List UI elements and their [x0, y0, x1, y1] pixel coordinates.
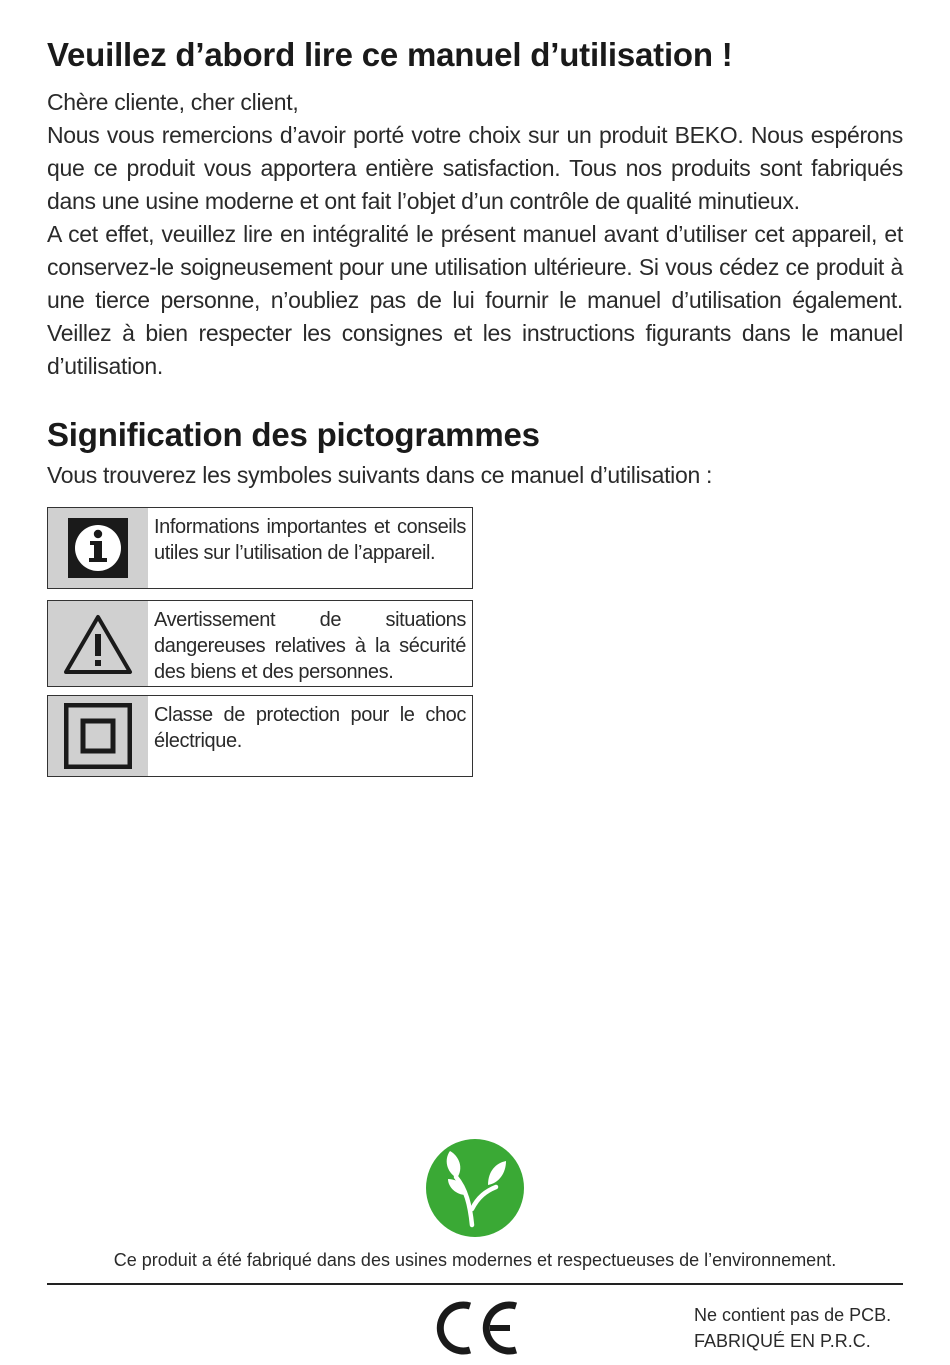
pictogram-text-info: Informations importantes et conseils utiles sur l’utilisation de l’appareil.	[154, 516, 466, 564]
pictogram-row-info	[47, 507, 473, 589]
pictogram-row-insulation	[47, 695, 473, 777]
compliance-notes	[694, 1302, 891, 1354]
eco-leaf-icon	[426, 1139, 524, 1242]
pictogram-text-warning: Avertissement de situations dangereuses relatives à la sécurité des biens et des personnes.	[154, 609, 466, 683]
greeting: Chère cliente, cher client,	[47, 89, 299, 115]
pictograms-title: Signification des pictogrammes	[47, 416, 540, 453]
pictogram-row-warning	[47, 600, 473, 687]
warning-triangle-icon	[48, 601, 148, 686]
intro-paragraph-1: Nous vous remercions d’avoir porté votre choix sur un produit BEKO. Nous espérons que ce produit vous apportera entière satisfaction. Tous nos produits sont fabriqués dans une usine moderne et ont fait l’objet d’un contrôle de qualité minutieux.	[47, 122, 903, 214]
intro-paragraph-2: A cet effet, veuillez lire en intégralité le présent manuel avant d’utiliser cet appareil, et conservez-le soigneusement pour une utilisation ultérieure. Si vous cédez ce produit à une tierce personne, n’oubliez pas de lui fournir le manuel d’utilisation également. Veillez à bien respecter les consignes et les instructions figurants dans le manuel d’utilisation.	[47, 221, 903, 379]
double-insulation-icon	[48, 696, 148, 776]
ce-mark-icon	[432, 1296, 522, 1365]
info-icon	[48, 508, 148, 588]
pictograms-lead: Vous trouverez les symboles suivants dans ce manuel d’utilisation :	[47, 462, 713, 488]
divider	[47, 1283, 903, 1285]
eco-note: Ce produit a été fabriqué dans des usines modernes et respectueuses de l’environnement.	[113, 1250, 837, 1270]
intro-text	[47, 86, 903, 383]
origin-note: FABRIQUÉ EN P.R.C.	[694, 1331, 871, 1351]
pictogram-text-insulation: Classe de protection pour le choc électrique.	[154, 704, 466, 752]
pcb-note: Ne contient pas de PCB.	[694, 1305, 892, 1325]
page-title: Veuillez d’abord lire ce manuel d’utilisation !	[47, 36, 733, 73]
